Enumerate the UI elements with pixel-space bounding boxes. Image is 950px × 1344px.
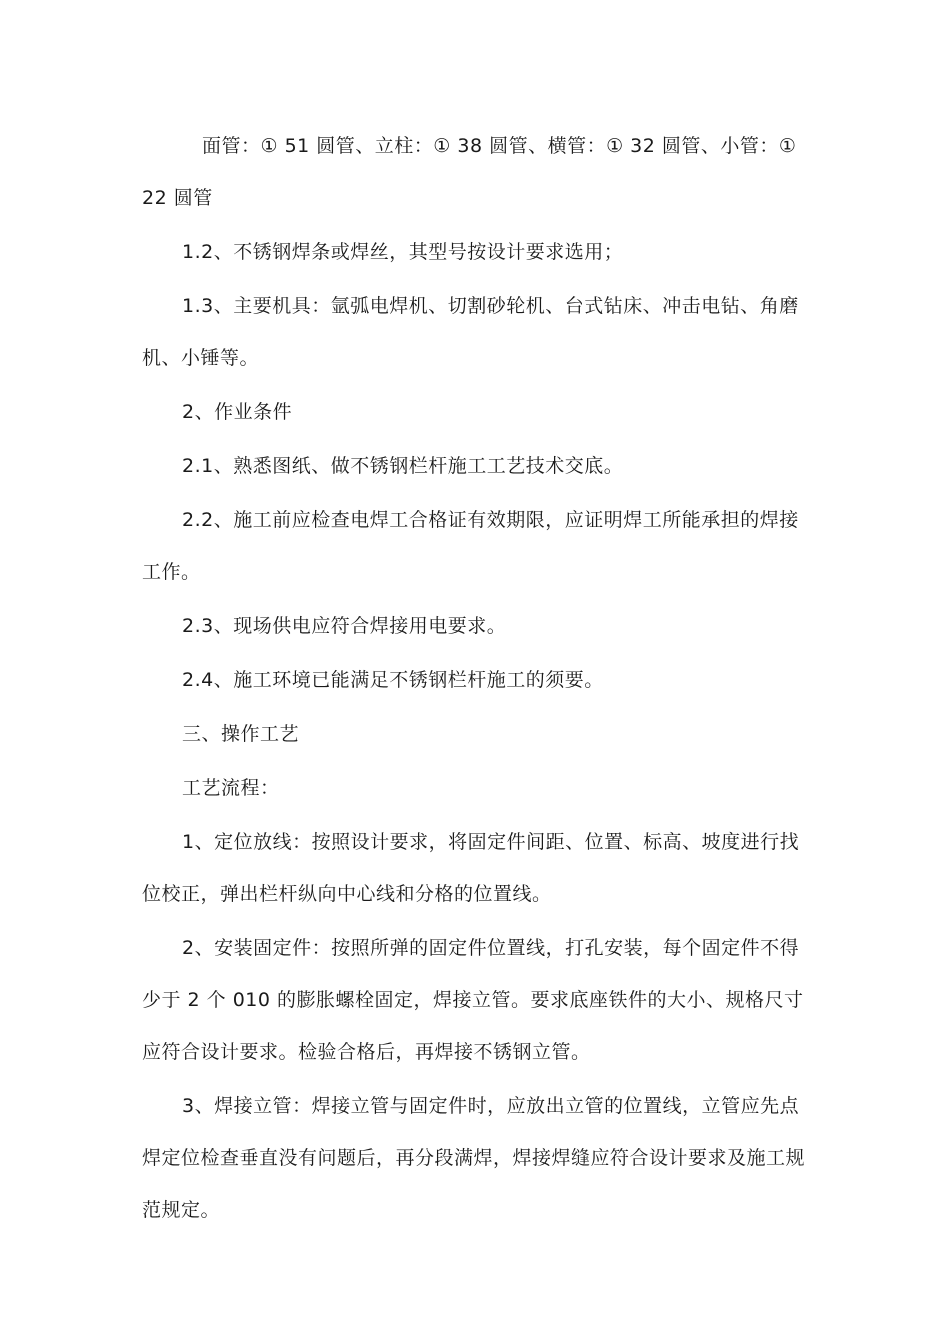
paragraph-material-pipes: 面管：① 51 圆管、立柱：① 38 圆管、横管：① 32 圆管、小管：① 22 圆管 [142,135,797,209]
paragraph-environment: 2.4、施工环境已能满足不锈钢栏杆施工的须要。 [182,669,604,691]
paragraph-positioning: 1、定位放线：按照设计要求，将固定件间距、位置、标高、坡度进行找位校正，弹出栏杆纵向中心线和分格的位置线。 [142,831,800,905]
heading-process-flow: 工艺流程： [182,777,280,799]
heading-work-conditions: 2、作业条件 [182,401,293,423]
paragraph-weld-posts: 3、焊接立管：焊接立管与固定件时，应放出立管的位置线，立管应先点焊定位检查垂直没有问题后，再分段满焊，焊接焊缝应符合设计要求及施工规范规定。 [142,1095,806,1221]
paragraph-welder-certificate: 2.2、施工前应检查电焊工合格证有效期限，应证明焊工所能承担的焊接工作。 [142,509,799,583]
paragraph-power-supply: 2.3、现场供电应符合焊接用电要求。 [182,615,507,637]
document-body [142,120,810,1238]
paragraph-welding-rod: 1.2、不锈钢焊条或焊丝，其型号按设计要求选用； [182,241,624,263]
paragraph-drawings: 2.1、熟悉图纸、做不锈钢栏杆施工工艺技术交底。 [182,455,624,477]
heading-operation-process: 三、操作工艺 [182,723,300,745]
paragraph-main-tools: 1.3、主要机具：氩弧电焊机、切割砂轮机、台式钻床、冲击电钻、角磨机、小锤等。 [142,295,799,369]
paragraph-install-fixings: 2、安装固定件：按照所弹的固定件位置线，打孔安装，每个固定件不得少于 2 个 010 的膨胀螺栓固定，焊接立管。要求底座铁件的大小、规格尺寸应符合设计要求。检验合格后，再焊接不锈钢立管。 [142,937,804,1063]
